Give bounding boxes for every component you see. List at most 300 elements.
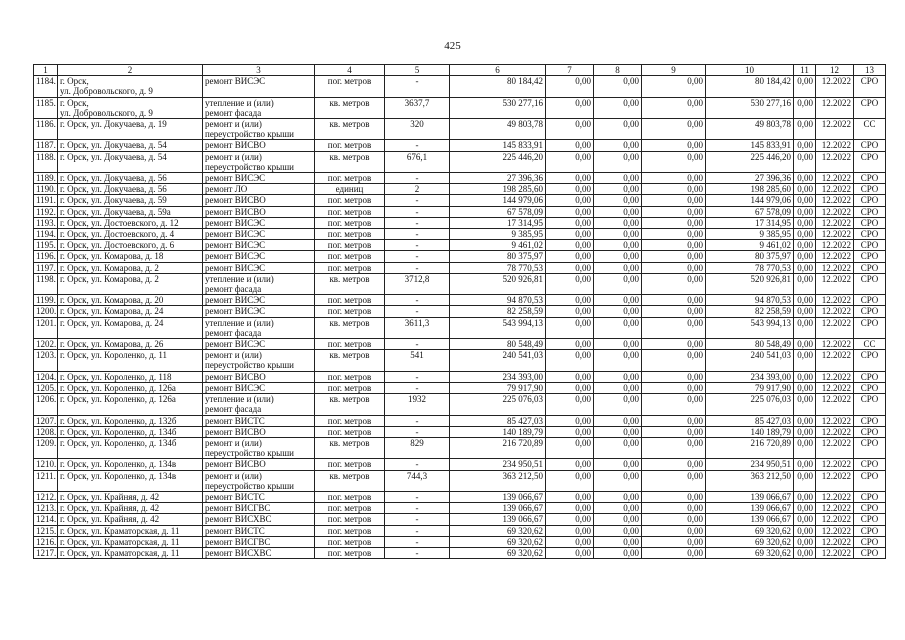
cell-completion-date: 12.2022 [816, 97, 854, 118]
cell-unit: пог. метров [315, 415, 385, 426]
cell-unit: кв. метров [315, 470, 385, 491]
cell-work-type: ремонт ВИСЭС [203, 262, 315, 273]
cell-total-cost: 144 979,06 [450, 195, 546, 206]
cell-total-cost: 69 320,62 [450, 536, 546, 547]
cell-fund-regional: 0,00 [594, 371, 642, 382]
table-row [34, 206, 886, 217]
cell-total-cost: 27 396,36 [450, 173, 546, 184]
cell-total-cost: 240 541,03 [450, 350, 546, 371]
cell-completion-date: 12.2022 [816, 491, 854, 502]
cell-work-type: ремонт ВИСТС [203, 525, 315, 536]
cell-address: г. Орск, ул. Комарова, д. 26 [58, 339, 203, 350]
cell-completion-date: 12.2022 [816, 151, 854, 172]
cell-total-cost: 69 320,62 [450, 547, 546, 558]
cell-total-cost: 216 720,89 [450, 437, 546, 458]
cell-total-cost: 363 212,50 [450, 470, 546, 491]
header-cell-2: 2 [58, 65, 203, 76]
table-row [34, 262, 886, 273]
cell-fund-other: 0,00 [794, 97, 816, 118]
cell-completion-date: 12.2022 [816, 195, 854, 206]
cell-row-number: 1195. [34, 240, 58, 251]
cell-volume: - [385, 426, 450, 437]
cell-work-method: СРО [854, 547, 886, 558]
cell-completion-date: 12.2022 [816, 262, 854, 273]
cell-fund-federal: 0,00 [546, 339, 594, 350]
cell-volume: 2 [385, 184, 450, 195]
cell-fund-federal: 0,00 [546, 273, 594, 294]
cell-fund-local: 0,00 [642, 426, 706, 437]
cell-fund-regional: 0,00 [594, 206, 642, 217]
cell-work-type: ремонт и (или) переустройство крыши [203, 437, 315, 458]
cell-unit: пог. метров [315, 195, 385, 206]
cell-fund-local: 0,00 [642, 339, 706, 350]
cell-fund-local: 0,00 [642, 415, 706, 426]
cell-fund-local: 0,00 [642, 470, 706, 491]
cell-total-cost: 17 314,95 [450, 217, 546, 228]
cell-total-cost: 69 320,62 [450, 525, 546, 536]
table-row [34, 173, 886, 184]
table-row [34, 394, 886, 415]
cell-unit: пог. метров [315, 426, 385, 437]
cell-fund-other: 0,00 [794, 173, 816, 184]
cell-unit: пог. метров [315, 371, 385, 382]
cell-fund-other: 0,00 [794, 240, 816, 251]
cell-row-number: 1201. [34, 317, 58, 338]
cell-fund-owners: 69 320,62 [706, 536, 794, 547]
cell-volume: - [385, 536, 450, 547]
cell-fund-regional: 0,00 [594, 547, 642, 558]
cell-completion-date: 12.2022 [816, 217, 854, 228]
cell-fund-federal: 0,00 [546, 140, 594, 151]
cell-work-method: СРО [854, 459, 886, 470]
table-row [34, 140, 886, 151]
cell-unit: пог. метров [315, 229, 385, 240]
cell-total-cost: 234 393,00 [450, 371, 546, 382]
header-cell-12: 12 [816, 65, 854, 76]
page-number: 425 [444, 40, 461, 52]
cell-fund-other: 0,00 [794, 459, 816, 470]
cell-row-number: 1206. [34, 394, 58, 415]
header-cell-8: 8 [594, 65, 642, 76]
cell-fund-federal: 0,00 [546, 415, 594, 426]
cell-work-method: СРО [854, 350, 886, 371]
cell-address: г. Орск, ул. Короленко, д. 134в [58, 470, 203, 491]
table-row [34, 547, 886, 558]
cell-fund-other: 0,00 [794, 273, 816, 294]
cell-fund-federal: 0,00 [546, 514, 594, 525]
cell-row-number: 1193. [34, 217, 58, 228]
cell-row-number: 1194. [34, 229, 58, 240]
cell-fund-federal: 0,00 [546, 394, 594, 415]
cell-fund-federal: 0,00 [546, 437, 594, 458]
cell-work-type: ремонт ВИСЭС [203, 240, 315, 251]
cell-fund-other: 0,00 [794, 382, 816, 393]
cell-address: г. Орск, ул. Короленко, д. 126а [58, 382, 203, 393]
cell-work-type: утепление и (или) ремонт фасада [203, 394, 315, 415]
cell-volume: - [385, 295, 450, 306]
cell-completion-date: 12.2022 [816, 273, 854, 294]
table-row [34, 415, 886, 426]
cell-work-type: ремонт ВИСГВС [203, 503, 315, 514]
cell-work-method: СРО [854, 317, 886, 338]
cell-fund-regional: 0,00 [594, 76, 642, 97]
cell-work-type: ремонт ВИСВО [203, 426, 315, 437]
cell-fund-owners: 144 979,06 [706, 195, 794, 206]
cell-fund-other: 0,00 [794, 229, 816, 240]
cell-row-number: 1211. [34, 470, 58, 491]
cell-volume: - [385, 76, 450, 97]
cell-work-type: ремонт ВИСЭС [203, 306, 315, 317]
cell-volume: - [385, 382, 450, 393]
cell-work-method: СРО [854, 525, 886, 536]
cell-volume: - [385, 140, 450, 151]
cell-fund-local: 0,00 [642, 503, 706, 514]
cell-fund-federal: 0,00 [546, 240, 594, 251]
table-row [34, 514, 886, 525]
cell-fund-owners: 139 066,67 [706, 503, 794, 514]
cell-work-method: СРО [854, 503, 886, 514]
cell-fund-local: 0,00 [642, 459, 706, 470]
cell-work-type: ремонт ЛО [203, 184, 315, 195]
cell-work-method: СРО [854, 536, 886, 547]
table-row [34, 184, 886, 195]
cell-row-number: 1186. [34, 119, 58, 140]
cell-fund-local: 0,00 [642, 525, 706, 536]
cell-fund-regional: 0,00 [594, 525, 642, 536]
cell-fund-regional: 0,00 [594, 503, 642, 514]
cell-fund-local: 0,00 [642, 217, 706, 228]
cell-work-type: ремонт ВИСВО [203, 206, 315, 217]
cell-volume: 676,1 [385, 151, 450, 172]
cell-fund-regional: 0,00 [594, 184, 642, 195]
cell-fund-local: 0,00 [642, 97, 706, 118]
cell-volume: - [385, 503, 450, 514]
cell-completion-date: 12.2022 [816, 229, 854, 240]
cell-work-type: утепление и (или) ремонт фасада [203, 317, 315, 338]
cell-fund-other: 0,00 [794, 415, 816, 426]
cell-fund-owners: 240 541,03 [706, 350, 794, 371]
cell-total-cost: 67 578,09 [450, 206, 546, 217]
cell-fund-federal: 0,00 [546, 151, 594, 172]
cell-fund-federal: 0,00 [546, 459, 594, 470]
cell-fund-owners: 78 770,53 [706, 262, 794, 273]
cell-unit: пог. метров [315, 459, 385, 470]
cell-fund-regional: 0,00 [594, 536, 642, 547]
cell-unit: пог. метров [315, 382, 385, 393]
cell-fund-other: 0,00 [794, 206, 816, 217]
cell-fund-regional: 0,00 [594, 514, 642, 525]
cell-fund-owners: 139 066,67 [706, 514, 794, 525]
header-cell-9: 9 [642, 65, 706, 76]
cell-total-cost: 80 375,97 [450, 251, 546, 262]
cell-fund-federal: 0,00 [546, 382, 594, 393]
cell-fund-owners: 79 917,90 [706, 382, 794, 393]
cell-fund-local: 0,00 [642, 394, 706, 415]
cell-total-cost: 94 870,53 [450, 295, 546, 306]
cell-row-number: 1185. [34, 97, 58, 118]
cell-fund-federal: 0,00 [546, 184, 594, 195]
cell-work-method: СРО [854, 415, 886, 426]
table-row [34, 195, 886, 206]
cell-row-number: 1192. [34, 206, 58, 217]
cell-total-cost: 79 917,90 [450, 382, 546, 393]
cell-work-type: ремонт ВИСЭС [203, 382, 315, 393]
cell-fund-federal: 0,00 [546, 350, 594, 371]
cell-fund-owners: 363 212,50 [706, 470, 794, 491]
cell-total-cost: 543 994,13 [450, 317, 546, 338]
cell-work-method: СРО [854, 76, 886, 97]
cell-volume: - [385, 206, 450, 217]
cell-fund-other: 0,00 [794, 371, 816, 382]
cell-fund-other: 0,00 [794, 350, 816, 371]
cell-address: г. Орск, ул. Докучаева, д. 56 [58, 184, 203, 195]
cell-volume: - [385, 491, 450, 502]
table-row [34, 119, 886, 140]
cell-work-type: ремонт и (или) переустройство крыши [203, 470, 315, 491]
cell-row-number: 1200. [34, 306, 58, 317]
cell-fund-regional: 0,00 [594, 491, 642, 502]
cell-volume: 1932 [385, 394, 450, 415]
table-row [34, 339, 886, 350]
cell-total-cost: 139 066,67 [450, 491, 546, 502]
cell-fund-regional: 0,00 [594, 195, 642, 206]
cell-address: г. Орск, ул. Краматорская, д. 11 [58, 525, 203, 536]
cell-fund-local: 0,00 [642, 437, 706, 458]
cell-work-type: ремонт ВИСГВС [203, 536, 315, 547]
cell-work-type: ремонт и (или) переустройство крыши [203, 151, 315, 172]
cell-address: г. Орск, ул. Крайняя, д. 42 [58, 503, 203, 514]
cell-total-cost: 49 803,78 [450, 119, 546, 140]
header-cell-10: 10 [706, 65, 794, 76]
cell-completion-date: 12.2022 [816, 426, 854, 437]
cell-row-number: 1217. [34, 547, 58, 558]
cell-unit: пог. метров [315, 339, 385, 350]
cell-fund-local: 0,00 [642, 382, 706, 393]
cell-address: г. Орск, ул. Короленко, д. 118 [58, 371, 203, 382]
cell-fund-other: 0,00 [794, 195, 816, 206]
cell-fund-federal: 0,00 [546, 76, 594, 97]
cell-address: г. Орск, ул. Комарова, д. 24 [58, 317, 203, 338]
cell-fund-regional: 0,00 [594, 317, 642, 338]
cell-work-type: ремонт ВИСЭС [203, 339, 315, 350]
cell-work-type: ремонт ВИСЭС [203, 173, 315, 184]
table-body [34, 76, 886, 559]
cell-fund-other: 0,00 [794, 470, 816, 491]
cell-volume: 829 [385, 437, 450, 458]
table-row [34, 503, 886, 514]
cell-volume: - [385, 251, 450, 262]
cell-row-number: 1197. [34, 262, 58, 273]
cell-unit: кв. метров [315, 273, 385, 294]
table-header [34, 65, 886, 76]
cell-address: г. Орск, ул. Докучаева, д. 59 [58, 195, 203, 206]
cell-row-number: 1204. [34, 371, 58, 382]
cell-fund-federal: 0,00 [546, 173, 594, 184]
cell-fund-federal: 0,00 [546, 491, 594, 502]
cell-row-number: 1207. [34, 415, 58, 426]
cell-row-number: 1208. [34, 426, 58, 437]
cell-fund-owners: 520 926,81 [706, 273, 794, 294]
cell-fund-other: 0,00 [794, 514, 816, 525]
cell-fund-other: 0,00 [794, 437, 816, 458]
cell-completion-date: 12.2022 [816, 295, 854, 306]
cell-fund-other: 0,00 [794, 317, 816, 338]
cell-total-cost: 145 833,91 [450, 140, 546, 151]
cell-work-type: ремонт ВИСВО [203, 195, 315, 206]
cell-total-cost: 520 926,81 [450, 273, 546, 294]
cell-address: г. Орск, ул. Краматорская, д. 11 [58, 547, 203, 558]
cell-fund-regional: 0,00 [594, 151, 642, 172]
cell-completion-date: 12.2022 [816, 503, 854, 514]
cell-fund-federal: 0,00 [546, 97, 594, 118]
cell-fund-local: 0,00 [642, 317, 706, 338]
cell-row-number: 1212. [34, 491, 58, 502]
cell-unit: кв. метров [315, 151, 385, 172]
cell-work-method: СРО [854, 140, 886, 151]
cell-volume: - [385, 195, 450, 206]
cell-fund-local: 0,00 [642, 514, 706, 525]
cell-row-number: 1205. [34, 382, 58, 393]
header-cell-13: 13 [854, 65, 886, 76]
cell-address: г. Орск, ул. Короленко, д. 134в [58, 459, 203, 470]
cell-address: г. Орск, ул. Достоевского, д. 4 [58, 229, 203, 240]
table-row [34, 240, 886, 251]
cell-fund-owners: 69 320,62 [706, 525, 794, 536]
cell-unit: пог. метров [315, 525, 385, 536]
cell-address: г. Орск, ул. Короленко, д. 132б [58, 415, 203, 426]
cell-fund-local: 0,00 [642, 195, 706, 206]
cell-volume: - [385, 262, 450, 273]
table-row [34, 217, 886, 228]
cell-unit: пог. метров [315, 206, 385, 217]
cell-row-number: 1202. [34, 339, 58, 350]
cell-fund-regional: 0,00 [594, 262, 642, 273]
cell-unit: пог. метров [315, 173, 385, 184]
cell-fund-owners: 80 548,49 [706, 339, 794, 350]
cell-fund-owners: 17 314,95 [706, 217, 794, 228]
cell-work-method: СС [854, 339, 886, 350]
cell-work-method: СС [854, 119, 886, 140]
cell-work-type: ремонт ВИСТС [203, 415, 315, 426]
cell-fund-local: 0,00 [642, 251, 706, 262]
table-row [34, 459, 886, 470]
cell-fund-other: 0,00 [794, 306, 816, 317]
cell-unit: пог. метров [315, 76, 385, 97]
cell-fund-local: 0,00 [642, 536, 706, 547]
cell-row-number: 1199. [34, 295, 58, 306]
cell-address: г. Орск, ул. Комарова, д. 18 [58, 251, 203, 262]
cell-fund-other: 0,00 [794, 184, 816, 195]
cell-fund-other: 0,00 [794, 536, 816, 547]
cell-volume: 541 [385, 350, 450, 371]
cell-completion-date: 12.2022 [816, 317, 854, 338]
cell-fund-federal: 0,00 [546, 295, 594, 306]
cell-volume: 3712,8 [385, 273, 450, 294]
cell-work-method: СРО [854, 306, 886, 317]
cell-total-cost: 80 548,49 [450, 339, 546, 350]
cell-unit: пог. метров [315, 491, 385, 502]
table-row [34, 273, 886, 294]
cell-fund-other: 0,00 [794, 262, 816, 273]
cell-fund-federal: 0,00 [546, 317, 594, 338]
cell-completion-date: 12.2022 [816, 173, 854, 184]
cell-address: г. Орск, ул. Крайняя, д. 42 [58, 514, 203, 525]
cell-fund-other: 0,00 [794, 251, 816, 262]
cell-work-type: ремонт ВИСХВС [203, 547, 315, 558]
cell-fund-federal: 0,00 [546, 217, 594, 228]
cell-row-number: 1184. [34, 76, 58, 97]
cell-fund-owners: 234 393,00 [706, 371, 794, 382]
cell-fund-other: 0,00 [794, 491, 816, 502]
cell-row-number: 1190. [34, 184, 58, 195]
cell-work-method: СРО [854, 97, 886, 118]
header-cell-1: 1 [34, 65, 58, 76]
cell-fund-owners: 80 375,97 [706, 251, 794, 262]
cell-work-method: СРО [854, 229, 886, 240]
cell-fund-regional: 0,00 [594, 295, 642, 306]
header-cell-5: 5 [385, 65, 450, 76]
cell-total-cost: 530 277,16 [450, 97, 546, 118]
table-row [34, 251, 886, 262]
cell-row-number: 1209. [34, 437, 58, 458]
cell-unit: кв. метров [315, 97, 385, 118]
cell-fund-local: 0,00 [642, 547, 706, 558]
cell-fund-other: 0,00 [794, 217, 816, 228]
cell-fund-regional: 0,00 [594, 382, 642, 393]
cell-fund-owners: 94 870,53 [706, 295, 794, 306]
cell-fund-owners: 9 385,95 [706, 229, 794, 240]
table-row [34, 76, 886, 97]
table-row [34, 382, 886, 393]
cell-work-method: СРО [854, 195, 886, 206]
header-cell-3: 3 [203, 65, 315, 76]
cell-completion-date: 12.2022 [816, 536, 854, 547]
cell-address: г. Орск, ул. Комарова, д. 2 [58, 262, 203, 273]
cell-completion-date: 12.2022 [816, 547, 854, 558]
cell-fund-owners: 140 189,79 [706, 426, 794, 437]
cell-fund-regional: 0,00 [594, 350, 642, 371]
cell-completion-date: 12.2022 [816, 371, 854, 382]
cell-volume: - [385, 240, 450, 251]
cell-address: г. Орск, ул. Докучаева, д. 19 [58, 119, 203, 140]
cell-total-cost: 139 066,67 [450, 503, 546, 514]
cell-work-method: СРО [854, 262, 886, 273]
cell-fund-federal: 0,00 [546, 547, 594, 558]
cell-fund-federal: 0,00 [546, 262, 594, 273]
cell-row-number: 1198. [34, 273, 58, 294]
cell-work-method: СРО [854, 514, 886, 525]
cell-fund-regional: 0,00 [594, 229, 642, 240]
cell-fund-regional: 0,00 [594, 339, 642, 350]
cell-fund-local: 0,00 [642, 206, 706, 217]
table-row [34, 470, 886, 491]
cell-fund-owners: 145 833,91 [706, 140, 794, 151]
cell-unit: пог. метров [315, 503, 385, 514]
cell-unit: пог. метров [315, 140, 385, 151]
cell-work-type: ремонт ВИСЭС [203, 76, 315, 97]
cell-work-type: ремонт и (или) переустройство крыши [203, 119, 315, 140]
cell-fund-owners: 80 184,42 [706, 76, 794, 97]
cell-row-number: 1215. [34, 525, 58, 536]
cell-fund-local: 0,00 [642, 273, 706, 294]
cell-work-type: ремонт ВИСВО [203, 371, 315, 382]
cell-work-method: СРО [854, 151, 886, 172]
cell-total-cost: 82 258,59 [450, 306, 546, 317]
cell-volume: 744,3 [385, 470, 450, 491]
cell-unit: пог. метров [315, 251, 385, 262]
cell-fund-local: 0,00 [642, 295, 706, 306]
cell-work-method: СРО [854, 273, 886, 294]
